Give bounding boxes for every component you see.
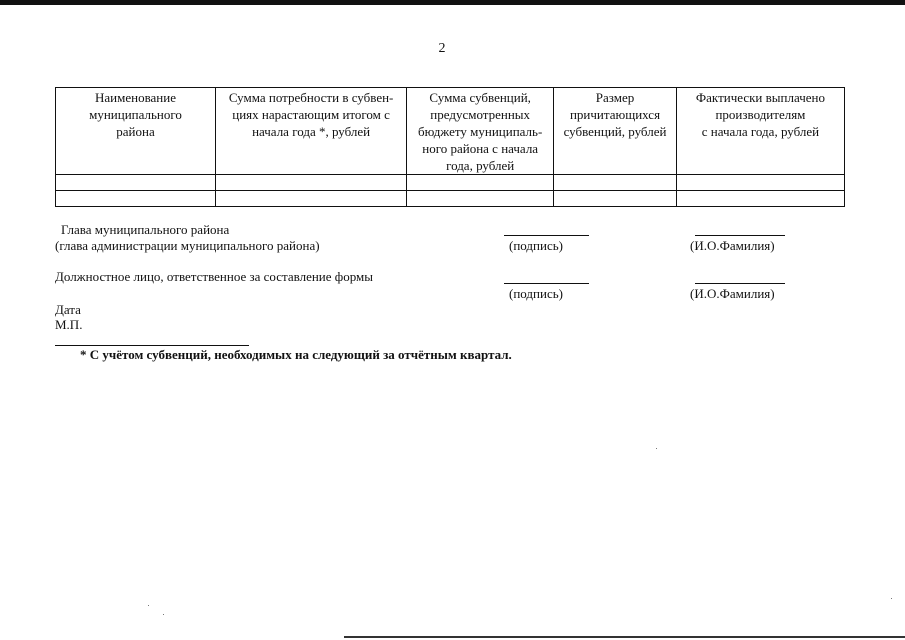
table-cell xyxy=(56,175,216,191)
head-name-line xyxy=(695,235,785,236)
official-title: Должностное лицо, ответственное за составление формы xyxy=(55,269,373,284)
seal-label: М.П. xyxy=(55,317,83,332)
date-label: Дата xyxy=(55,302,81,317)
table-cell xyxy=(216,175,407,191)
header-district-name: Наименование муниципального района xyxy=(56,88,216,175)
table-cell xyxy=(554,175,677,191)
scan-speck xyxy=(148,605,149,606)
head-name-caption: (И.О.Фамилия) xyxy=(690,238,775,253)
subvention-table xyxy=(55,87,845,207)
page-number: 2 xyxy=(438,41,446,56)
footnote-separator xyxy=(55,345,249,346)
scan-speck xyxy=(163,614,164,615)
head-signature-caption: (подпись) xyxy=(509,238,563,253)
official-name-caption: (И.О.Фамилия) xyxy=(690,286,775,301)
table-row xyxy=(56,175,845,191)
top-border xyxy=(0,0,905,5)
footnote: * С учётом субвенций, необходимых на следующий за отчётным квартал. xyxy=(80,347,512,362)
table-header-row xyxy=(56,88,845,175)
header-paid-amount: Фактически выплачено производителям с начала года, рублей xyxy=(676,88,844,175)
head-title-alt: (глава администрации муниципального района) xyxy=(55,238,320,253)
table-cell xyxy=(676,191,844,207)
official-signature-line xyxy=(504,283,589,284)
scan-speck xyxy=(656,448,657,449)
official-name-line xyxy=(695,283,785,284)
table-cell xyxy=(407,175,554,191)
header-due-amount: Размер причитающихся субвенций, рублей xyxy=(554,88,677,175)
table-cell xyxy=(407,191,554,207)
header-budgeted-amount: Сумма субвенций, предусмотренных бюджету муниципаль- ного района с начала года, рублей xyxy=(407,88,554,175)
header-required-amount: Сумма потребности в субвен- циях нарастающим итогом с начала года *, рублей xyxy=(216,88,407,175)
head-signature-line xyxy=(504,235,589,236)
table-row xyxy=(56,191,845,207)
official-signature-caption: (подпись) xyxy=(509,286,563,301)
scan-speck xyxy=(891,598,892,599)
table-cell xyxy=(56,191,216,207)
bottom-border xyxy=(344,636,905,638)
head-title: Глава муниципального района xyxy=(61,222,230,237)
table-cell xyxy=(216,191,407,207)
table-cell xyxy=(554,191,677,207)
table-cell xyxy=(676,175,844,191)
